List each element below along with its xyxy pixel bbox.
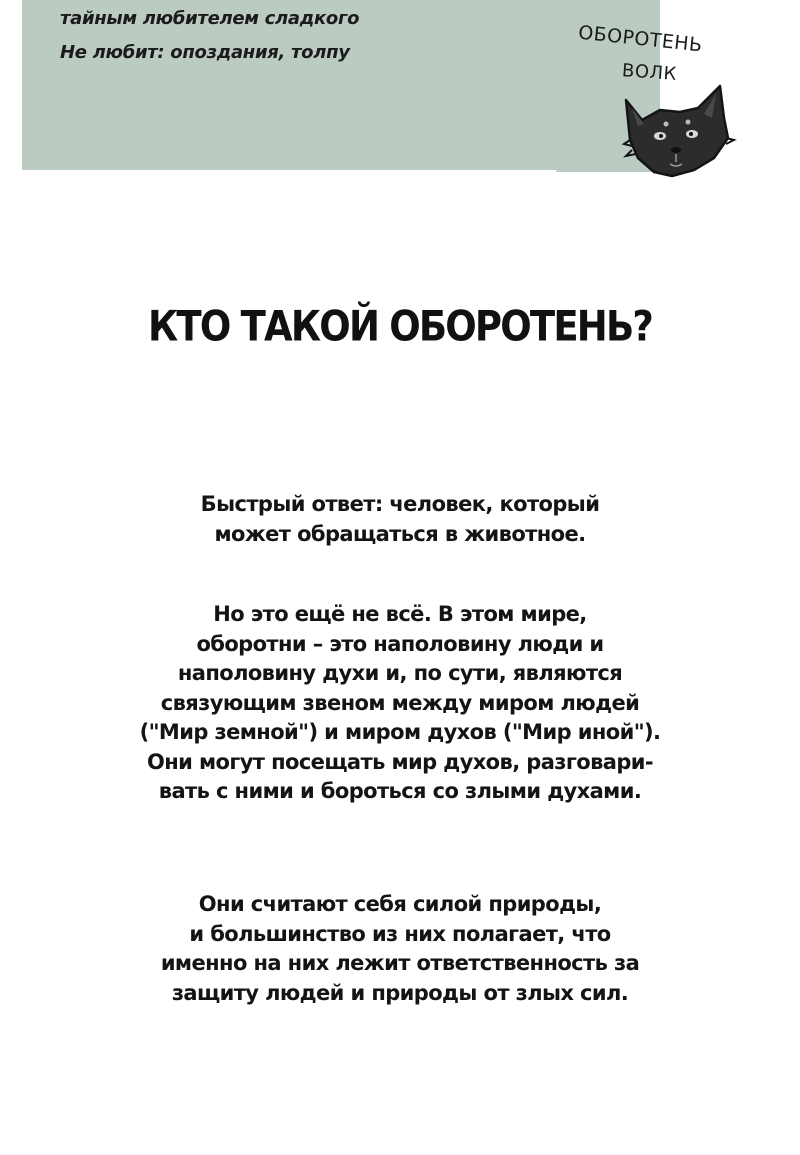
text-line: наполовину духи и, по сути, являются bbox=[177, 661, 623, 685]
wolf-head-icon bbox=[608, 80, 743, 180]
paragraph-nature-force bbox=[50, 890, 750, 1008]
text-line: вать с ними и бороться со злыми духами. bbox=[158, 779, 642, 803]
paragraph-quick-answer bbox=[50, 490, 750, 549]
page-title: КТО ТАКОЙ ОБОРОТЕНЬ? bbox=[147, 302, 653, 351]
text-line: Они могут посещать мир духов, разговари- bbox=[146, 749, 654, 774]
text-line: и большинство из них полагает, что bbox=[189, 921, 611, 946]
text-line: ("Мир земной") и миром духов ("Мир иной"). bbox=[139, 720, 661, 744]
text-line: Быстрый ответ: человек, который bbox=[200, 492, 600, 516]
text-line: Но это ещё не всё. В этом мире, bbox=[213, 602, 587, 626]
character-animal-label: ВОЛК bbox=[621, 60, 678, 85]
profile-dislikes-line: Не любит: опоздания, толпу bbox=[60, 42, 350, 63]
text-line: оборотни – это наполовину люди и bbox=[196, 631, 604, 656]
text-line: именно на них лежит ответственность за bbox=[160, 951, 640, 975]
text-line: связующим звеном между миром людей bbox=[160, 690, 640, 715]
text-line: Они считают себя силой природы, bbox=[198, 892, 602, 916]
text-line: может обращаться в животное. bbox=[214, 521, 586, 546]
text-line: защиту людей и природы от злых сил. bbox=[171, 980, 629, 1005]
profile-likes-line: тайным любителем сладкого bbox=[60, 8, 360, 29]
paragraph-explanation bbox=[50, 600, 750, 807]
character-type-label: ОБОРОТЕНЬ bbox=[577, 21, 704, 57]
